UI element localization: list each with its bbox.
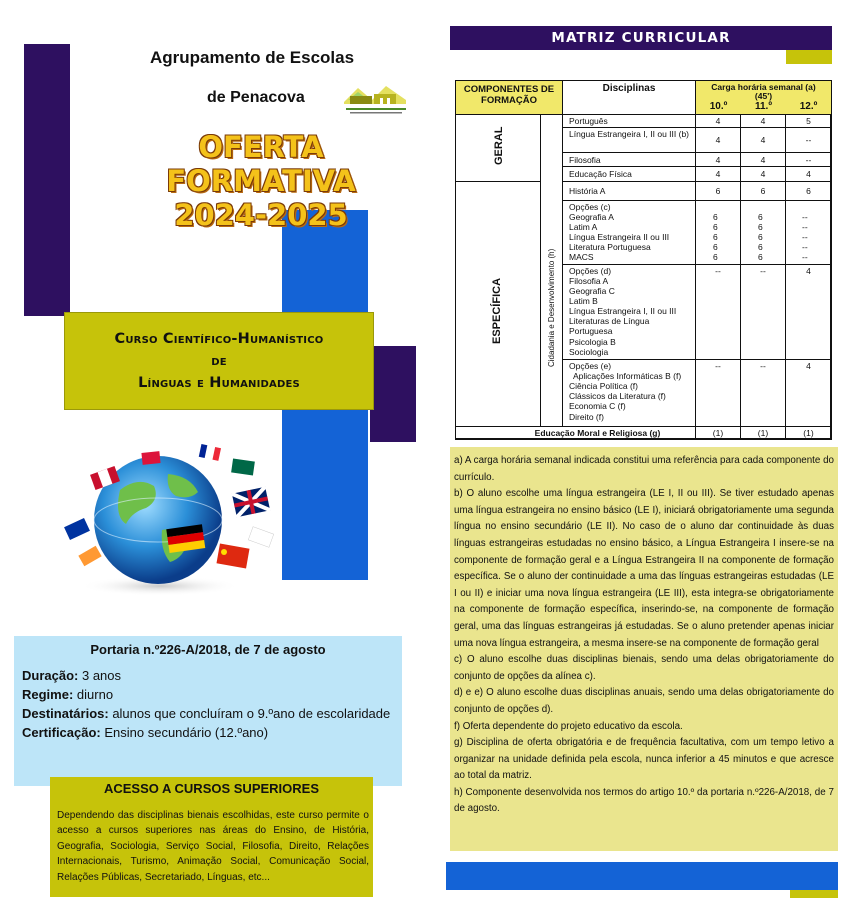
- options-e-v10: [695, 359, 741, 427]
- decor-yellow-tab: [786, 50, 832, 64]
- school-name-line2: de Penacova: [207, 89, 305, 106]
- row-val: [695, 181, 741, 201]
- option-item: Geografia A: [569, 212, 614, 222]
- header-year-10: 10.º: [709, 101, 728, 112]
- row-val-text: 5: [806, 116, 811, 126]
- row-val: [785, 152, 832, 167]
- row-val: [740, 152, 786, 167]
- destinatarios-value: alunos que concluíram o 9.ºano de escolaridade: [108, 706, 391, 721]
- row-portugues-disc: [562, 114, 696, 128]
- option-val: 6: [713, 212, 718, 222]
- course-title-line3: Línguas e Humanidades: [138, 375, 300, 391]
- note-a: a) A carga horária semanal indicada constitui uma referência para cada componente do currículo.: [454, 455, 834, 483]
- row-val: [785, 181, 832, 201]
- note-d-e: d) e e) O aluno escolhe duas disciplinas anuais, sendo uma delas obrigatoriamente do conjunto de opções d).: [454, 687, 834, 715]
- row-edfisica-disc: [562, 166, 696, 182]
- option-val: --: [715, 266, 721, 276]
- option-item: Latim B: [569, 296, 598, 306]
- emr-val: (1): [757, 428, 769, 438]
- option-item: MACS: [569, 252, 594, 262]
- option-val: --: [802, 222, 808, 232]
- row-lingua-disc: [562, 127, 696, 153]
- option-item: Portuguesa: [569, 326, 613, 336]
- note-c: c) O aluno escolhe duas disciplinas bienais, sendo uma delas obrigatoriamente do conjunto de opções da alínea c).: [454, 654, 834, 682]
- decor-purple-bar-mid: [370, 346, 416, 442]
- emr-row-label-cell: [455, 426, 696, 440]
- emr-v11: [740, 426, 786, 440]
- options-c-v12: [785, 200, 832, 265]
- row-val-text: 4: [715, 169, 721, 179]
- options-d-v11: [740, 264, 786, 360]
- row-val-text: 4: [806, 169, 811, 179]
- cidadania-label: Cidadania e Desenvolvimento (h): [547, 248, 556, 367]
- option-val: 6: [758, 232, 763, 242]
- note-b: b) O aluno escolhe uma língua estrangeira (LE I, II ou III). Se tiver estudado apenas uma língua estrangeira no ensino básico (LE I), iniciará obrigatoriamente uma segunda língua no ensino secundário (LE II). No caso de o aluno dar continuidade às duas línguas estrangeiras estudadas no ensino básico, a Língua Estrangeira I insere-se na componente de formação geral e a Língua Estrangeira II na componente de formação específica. Se o aluno der continuidade a uma das línguas estrangeiras estudadas (LE I ou II) e iniciar uma nova língua estrangeira (LE III), esta integra-se obrigatoriamente na componente de formação específica, inserindo-se, na componente de formação geral, uma das línguas estrangeiras já estudadas. Se o aluno pretender apenas iniciar uma nova língua estrangeira, a mesma insere-se na componente de formação geral: [454, 488, 834, 649]
- option-item: Sociologia: [569, 347, 609, 357]
- certificacao-label: Certificação:: [22, 725, 101, 740]
- header-carga: [695, 80, 832, 115]
- option-item: Clássicos da Literatura (f): [569, 391, 666, 401]
- notes-list: [454, 453, 834, 818]
- option-val: --: [715, 361, 721, 371]
- certificacao-value: Ensino secundário (12.ºano): [100, 725, 269, 740]
- emr-v10: [695, 426, 741, 440]
- option-item: Ciência Política (f): [569, 381, 638, 391]
- row-val-text: 4: [715, 116, 721, 126]
- row-val: [785, 166, 832, 182]
- option-val: 6: [713, 242, 718, 252]
- note-h: h) Componente desenvolvida nos termos do artigo 10.º da portaria n.º226-A/2018, de 7 de agosto.: [454, 786, 834, 815]
- portaria-title: Portaria n.º226-A/2018, de 7 de agosto: [90, 642, 326, 657]
- options-e-v12: [785, 359, 832, 427]
- row-val-text: 4: [760, 169, 766, 179]
- row-val-text: 4: [760, 116, 766, 126]
- access-text: Dependendo das disciplinas bienais escolhidas, este curso permite o acesso a cursos superiores nas áreas do Ensino, de História, Geografia, Sociologia, Serviço Social, Filosofia, Direito, Relações Internacionais, Turismo, Animação Social, Comunicação Social, Relações Públicas, Secretariado, Línguas, etc...: [57, 810, 369, 883]
- options-d-title: Opções (d): [569, 266, 612, 276]
- note-f: f) Oferta dependente do projeto educativo da escola.: [454, 720, 683, 732]
- info-duracao: [22, 666, 398, 685]
- row-disc-text: Língua Estrangeira I, II ou III (b): [569, 129, 690, 139]
- option-val: --: [802, 212, 808, 222]
- header-disciplinas-text: Disciplinas: [602, 83, 656, 94]
- info-certificacao: [22, 723, 398, 742]
- offer-title: OFERTA FORMATIVA: [166, 130, 356, 198]
- options-c-block: [562, 200, 696, 265]
- geral-label: GERAL: [493, 126, 505, 165]
- info-destinatarios: [22, 704, 398, 723]
- header-year-12: 12.º: [799, 101, 818, 112]
- option-val: --: [760, 361, 766, 371]
- course-title-line2: de: [211, 353, 227, 369]
- option-val: 6: [713, 222, 718, 232]
- row-val-text: 4: [760, 135, 766, 145]
- option-val: 6: [758, 212, 763, 222]
- option-val: 6: [713, 252, 718, 262]
- header-components-text: COMPONENTES DE FORMAÇÃO: [463, 84, 555, 106]
- option-item: Economia C (f): [569, 401, 626, 411]
- option-val: 6: [758, 222, 763, 232]
- row-val: [695, 127, 741, 153]
- offer-year: 2024-2025: [174, 198, 348, 232]
- emr-val: (1): [803, 428, 814, 438]
- option-item: Aplicações Informáticas B (f): [573, 371, 682, 381]
- destinatarios-label: Destinatários:: [22, 706, 109, 721]
- option-item: Língua Estrangeira II ou III: [569, 232, 670, 242]
- option-item: Direito (f): [569, 412, 604, 422]
- especifica-block: [455, 181, 541, 427]
- options-c-v11: [740, 200, 786, 265]
- option-item: Filosofia A: [569, 276, 609, 286]
- emr-val: (1): [712, 428, 724, 438]
- header-disciplinas: [562, 80, 696, 115]
- geral-block: [455, 114, 541, 182]
- row-val: [740, 114, 786, 128]
- row-val: [740, 127, 786, 153]
- row-val: [785, 114, 832, 128]
- options-c-v10: [695, 200, 741, 265]
- regime-label: Regime:: [22, 687, 74, 702]
- regime-value: diurno: [73, 687, 114, 702]
- option-val: --: [802, 252, 808, 262]
- header-components: [455, 80, 563, 115]
- row-val: [740, 166, 786, 182]
- option-item: Literatura Portuguesa: [569, 242, 651, 252]
- row-val-text: 6: [715, 186, 721, 196]
- option-item: Latim A: [569, 222, 598, 232]
- school-logo: [340, 80, 412, 118]
- row-disc-text: História A: [569, 186, 606, 196]
- course-title-box: [64, 312, 374, 410]
- option-val: 4: [806, 361, 811, 371]
- row-val-text: 4: [715, 155, 721, 165]
- course-title-line1: Curso Científico-Humanístico: [114, 331, 324, 347]
- row-val: [695, 152, 741, 167]
- options-c-title: Opções (c): [569, 202, 611, 212]
- notes-box: [450, 447, 838, 851]
- school-name-line1: Agrupamento de Escolas: [150, 48, 355, 67]
- header-year-11: 11.º: [754, 101, 772, 112]
- row-val: [785, 127, 832, 153]
- option-val: --: [802, 232, 808, 242]
- info-regime: [22, 685, 398, 704]
- cidadania-column: [540, 114, 563, 427]
- note-g: g) Disciplina de oferta obrigatória e de frequência facultativa, com um tempo letivo a organizar na unidade definida pela escola, nunca inferior a 45 minutos e que acresce ao total da matriz.: [454, 737, 834, 782]
- row-val: [695, 166, 741, 182]
- option-val: 6: [713, 232, 718, 242]
- row-val-text: 6: [760, 186, 766, 196]
- row-disc-text: Educação Física: [569, 169, 632, 179]
- option-val: --: [802, 242, 808, 252]
- option-item: Psicologia B: [569, 337, 616, 347]
- curriculum-table: [455, 80, 831, 439]
- row-filosofia-disc: [562, 152, 696, 167]
- options-e-title: Opções (e): [569, 361, 612, 371]
- option-item: Língua Estrangeira I, II ou III: [569, 306, 677, 316]
- header-carga-sub: (45'): [754, 91, 773, 101]
- decor-purple-bar-top: [24, 44, 70, 316]
- options-d-v12: [785, 264, 832, 360]
- decor-bottom-yellow-bar: [790, 890, 838, 898]
- options-e-v11: [740, 359, 786, 427]
- row-val: [740, 181, 786, 201]
- info-box: [14, 636, 402, 786]
- header-carga-text: Carga horária semanal (a): [711, 82, 816, 92]
- option-val: 6: [758, 242, 763, 252]
- option-val: --: [760, 266, 766, 276]
- option-item: Geografia C: [569, 286, 615, 296]
- duracao-label: Duração:: [22, 668, 79, 683]
- option-item: Literaturas de Língua: [569, 316, 650, 326]
- row-val-text: 4: [715, 135, 721, 145]
- globe-flags-image: [50, 430, 290, 600]
- emr-label: Educação Moral e Religiosa (g): [534, 428, 661, 438]
- row-historia-disc: [562, 181, 696, 201]
- decor-bottom-blue-bar: [446, 862, 838, 890]
- access-title: ACESSO A CURSOS SUPERIORES: [103, 781, 320, 796]
- row-disc-text: Filosofia: [569, 155, 601, 165]
- row-val-text: --: [805, 155, 812, 165]
- row-val-text: --: [805, 135, 812, 145]
- option-val: 6: [758, 252, 763, 262]
- row-val-text: 6: [806, 186, 811, 196]
- options-d-block: [562, 264, 696, 360]
- row-disc-text: Português: [569, 116, 608, 126]
- emr-v12: [785, 426, 832, 440]
- access-box: [50, 777, 373, 897]
- info-lines: [22, 666, 398, 742]
- options-e-block: [562, 359, 696, 427]
- options-d-v10: [695, 264, 741, 360]
- duracao-value: 3 anos: [78, 668, 122, 683]
- matrix-banner: MATRIZ CURRICULAR: [450, 26, 832, 50]
- row-val: [695, 114, 741, 128]
- offer-title-block: [116, 130, 406, 232]
- row-val-text: 4: [760, 155, 766, 165]
- option-val: 4: [806, 266, 811, 276]
- especifica-label: ESPECÍFICA: [491, 277, 503, 344]
